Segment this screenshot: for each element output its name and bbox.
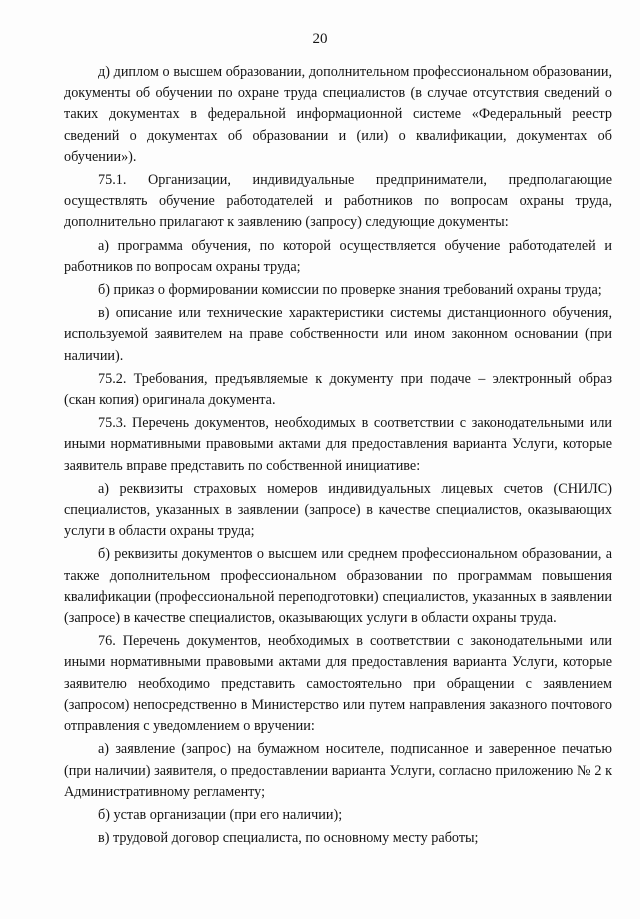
paragraph-75-1-a: а) программа обучения, по которой осуществляется обучение работодателей и работников по вопросам охраны труда; bbox=[64, 237, 612, 275]
paragraph-75-1-b: б) приказ о формировании комиссии по проверке знания требований охраны труда; bbox=[98, 282, 602, 299]
paragraph-76-a: а) заявление (запрос) на бумажном носителе, подписанное и заверенное печатью (при наличии) заявителя, о предоставлении варианта Услуги, согласно приложению № 2 к Административному регламенту; bbox=[64, 741, 612, 800]
document-body bbox=[64, 62, 612, 851]
paragraph-75-2: 75.2. Требования, предъявляемые к документу при подаче – электронный образ (скан копия) оригинала документа. bbox=[64, 370, 612, 409]
paragraph-76-v: в) трудовой договор специалиста, по основному месту работы; bbox=[98, 830, 479, 847]
page-number: 20 bbox=[312, 31, 328, 47]
paragraph-75-3: 75.3. Перечень документов, необходимых в соответствии с законодательными или иными нормативными правовыми актами для предоставления варианта Услуги, которые заявитель вправе представить по собственной инициативе: bbox=[64, 415, 612, 474]
paragraph-75-1-v: в) описание или технические характеристики системы дистанционного обучения, используемой заявителем на праве собственности или ином законном основании (при наличии). bbox=[64, 305, 612, 364]
paragraph-75-3-a: а) реквизиты страховых номеров индивидуальных лицевых счетов (СНИЛС) специалистов, указанных в заявлении (запросе) в качестве специалистов, оказывающих услуги в области охраны труда; bbox=[64, 480, 612, 540]
paragraph-item-d-diploma: д) диплом о высшем образовании, дополнительном профессиональном образовании, документы об обучении по охране труда специалистов (в случае отсутствия сведений о таких документах в федеральной информационной системе «Федеральный реестр сведений о документах об образовании и (или) о квалификации, документах об обучении»). bbox=[64, 64, 612, 165]
paragraph-76: 76. Перечень документов, необходимых в соответствии с законодательными или иными нормативными правовыми актами для предоставления варианта Услуги, которые заявителю необходимо представить самостоятельно при обращении с заявлением (запросом) непосредственно в Министерство или путем направления заказного почтового отправления с уведомлением о вручении: bbox=[64, 633, 612, 735]
paragraph-75-1: 75.1. Организации, индивидуальные предприниматели, предполагающие осуществлять обучение работодателей и работников по вопросам охраны труда, дополнительно прилагают к заявлению (запросу) следующие документы: bbox=[64, 172, 612, 231]
paragraph-76-b: б) устав организации (при его наличии); bbox=[98, 806, 343, 823]
paragraph-75-3-b: б) реквизиты документов о высшем или среднем профессиональном образовании, а также дополнительном профессиональном образовании по программам повышения квалификации (профессиональной переподготовки) специалистов, указанных в заявлении (запросе) в качестве специалистов, оказывающих услуги в области охраны труда. bbox=[64, 546, 612, 627]
